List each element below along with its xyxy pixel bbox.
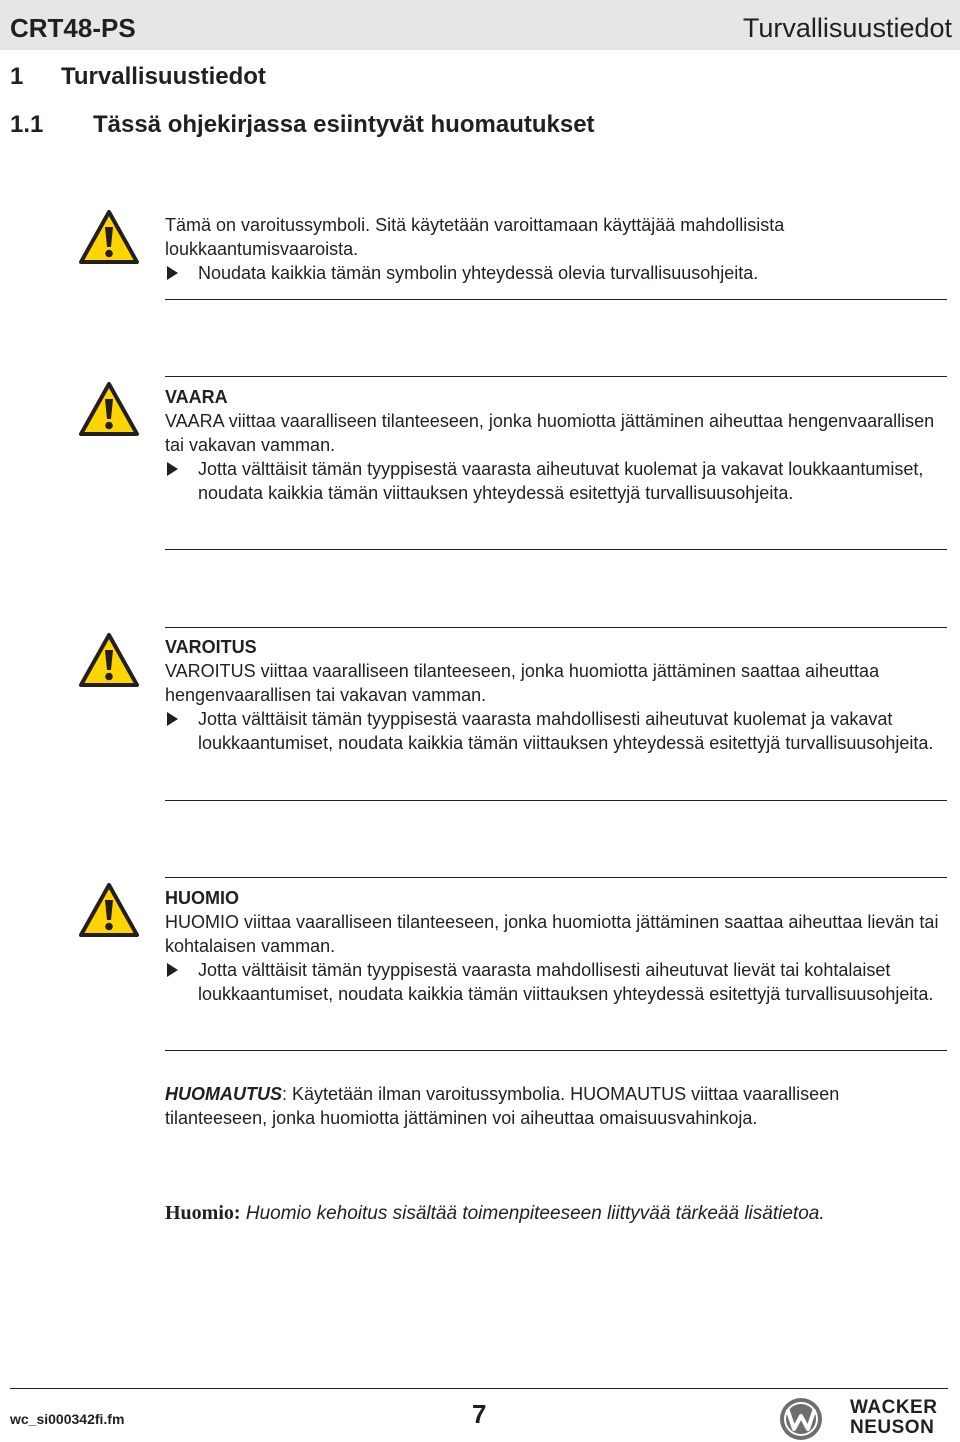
symbol-instruction bbox=[165, 261, 945, 285]
bullet-arrow-icon bbox=[167, 712, 178, 726]
caution-label: HUOMIO bbox=[165, 888, 239, 908]
bullet-arrow-icon bbox=[167, 963, 178, 977]
warning-block bbox=[165, 635, 945, 755]
footer-divider bbox=[10, 1388, 948, 1389]
danger-instruction bbox=[165, 457, 945, 505]
wacker-neuson-logo-icon bbox=[778, 1396, 824, 1442]
caution-instruction-text: Jotta välttäisit tämän tyyppisestä vaarasta mahdollisesti aiheutuvat lievät tai kohtalaiset loukkaantumiset, noudata kaikkia tämän viittauksen yhteydessä esitettyjä turvallisuusohjeita. bbox=[198, 960, 934, 1004]
divider bbox=[165, 1050, 947, 1051]
danger-description: VAARA viittaa vaaralliseen tilanteeseen, jonka huomiotta jättäminen aiheuttaa hengenvaarallisen tai vakavan vamman. bbox=[165, 411, 935, 455]
danger-block bbox=[165, 385, 945, 505]
divider bbox=[165, 299, 947, 300]
warning-triangle-icon bbox=[78, 882, 140, 938]
notice-block bbox=[165, 1082, 945, 1130]
bullet-arrow-icon bbox=[167, 462, 178, 476]
footer-file-name: wc_si000342fi.fm bbox=[10, 1411, 125, 1427]
divider bbox=[165, 800, 947, 801]
divider bbox=[165, 877, 947, 878]
warning-triangle-icon bbox=[78, 632, 140, 688]
subchapter-title: Tässä ohjekirjassa esiintyvät huomautukset bbox=[93, 111, 595, 138]
divider bbox=[165, 627, 947, 628]
note-label: Huomio: bbox=[165, 1202, 241, 1224]
doc-code: CRT48-PS bbox=[10, 13, 136, 43]
warning-label: VAROITUS bbox=[165, 637, 257, 657]
caution-block bbox=[165, 886, 945, 1006]
bullet-arrow-icon bbox=[167, 266, 178, 280]
caution-instruction bbox=[165, 958, 945, 1006]
symbol-description: Tämä on varoitussymboli. Sitä käytetään varoittamaan käyttäjää mahdollisista loukkaantumisvaaroista. bbox=[165, 215, 785, 259]
chapter-number: 1 bbox=[10, 63, 24, 90]
brand-line-1: WACKER bbox=[850, 1397, 938, 1418]
notice-description: : Käytetään ilman varoitussymbolia. HUOMAUTUS viittaa vaaralliseen tilanteeseen, jonka huomiotta jättäminen voi aiheuttaa omaisuusvahinkoja. bbox=[165, 1084, 840, 1128]
note-block bbox=[165, 1201, 945, 1226]
danger-instruction-text: Jotta välttäisit tämän tyyppisestä vaarasta aiheutuvat kuolemat ja vakavat loukkaantumiset, noudata kaikkia tämän viittauksen yhteydessä esitettyjä turvallisuusohjeita. bbox=[198, 459, 924, 503]
divider bbox=[165, 376, 947, 377]
chapter-title: Turvallisuustiedot bbox=[61, 63, 266, 90]
chapter-heading bbox=[10, 62, 266, 92]
page-number: 7 bbox=[472, 1399, 487, 1429]
symbol-instruction-text: Noudata kaikkia tämän symbolin yhteydessä olevia turvallisuusohjeita. bbox=[198, 263, 759, 283]
warning-triangle-icon bbox=[78, 381, 140, 437]
section-name: Turvallisuustiedot bbox=[742, 13, 952, 43]
divider bbox=[165, 549, 947, 550]
warning-instruction bbox=[165, 707, 945, 755]
notice-label: HUOMAUTUS bbox=[165, 1084, 282, 1104]
danger-label: VAARA bbox=[165, 387, 228, 407]
warning-instruction-text: Jotta välttäisit tämän tyyppisestä vaarasta mahdollisesti aiheutuvat kuolemat ja vakavat loukkaantumiset, noudata kaikkia tämän viittauksen yhteydessä esitettyjä turvallisuusohjeita. bbox=[198, 709, 934, 753]
warning-triangle-icon bbox=[78, 209, 140, 265]
subchapter-heading bbox=[10, 110, 595, 140]
warning-description: VAROITUS viittaa vaaralliseen tilanteeseen, jonka huomiotta jättäminen saattaa aiheuttaa hengenvaarallisen tai vakavan vamman. bbox=[165, 661, 880, 705]
caution-description: HUOMIO viittaa vaaralliseen tilanteeseen, jonka huomiotta jättäminen saattaa aiheuttaa lievän tai kohtalaisen vamman. bbox=[165, 912, 939, 956]
note-text: Huomio kehoitus sisältää toimenpiteeseen liittyvää tärkeää lisätietoa. bbox=[245, 1203, 825, 1224]
brand-wordmark bbox=[850, 1398, 954, 1438]
brand-line-2: NEUSON bbox=[850, 1417, 935, 1438]
page-header bbox=[0, 0, 960, 50]
symbol-block bbox=[165, 213, 945, 285]
subchapter-number: 1.1 bbox=[10, 111, 44, 138]
